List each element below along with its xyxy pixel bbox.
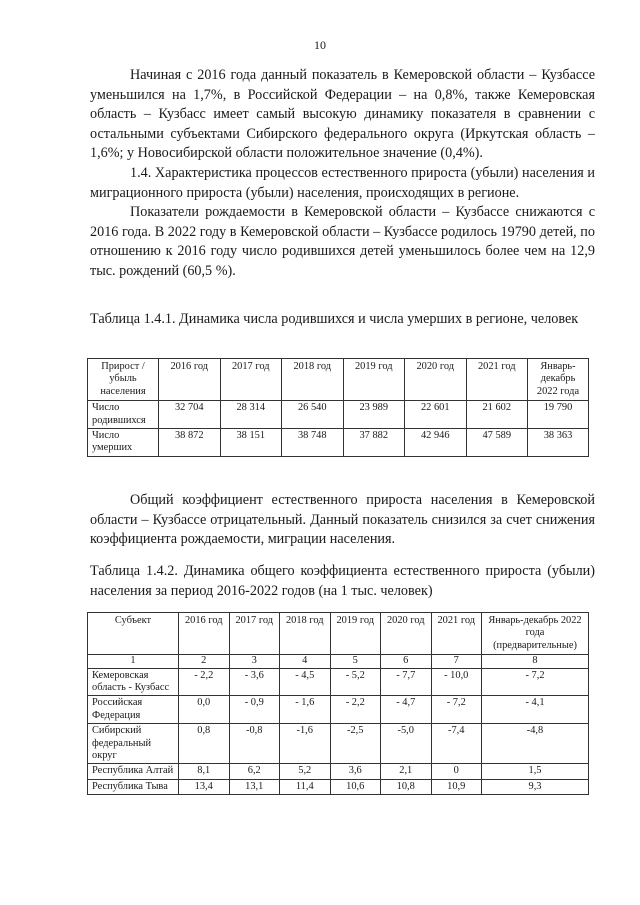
table-cell: 3,6 — [330, 764, 381, 779]
table-cell: 10,6 — [330, 779, 381, 794]
table-cell: - 7,2 — [431, 696, 482, 724]
table-cell: 6,2 — [229, 764, 280, 779]
table-cell: 4 — [280, 655, 331, 668]
table-cell: 47 589 — [466, 429, 528, 457]
table-cell: 10,8 — [381, 779, 432, 794]
table2-caption: Таблица 1.4.2. Динамика общего коэффициента естественного прироста (убыли) населения за период 2016-2022 годов (на 1 тыс. человек) — [90, 563, 595, 599]
section-heading-1-4: 1.4. Характеристика процессов естественного прироста (убыли) населения и миграционного прироста (убыли) населения, происходящих в регионе. — [90, 164, 595, 201]
table-cell: 6 — [381, 655, 432, 668]
paragraph-natural-growth: Общий коэффициент естественного прироста населения в Кемеровской области – Кузбассе отрицательный. Данный показатель снизился за счет снижения коэффициента рождаемости, миграции населения. — [90, 492, 595, 548]
table-cell: 0,0 — [179, 696, 230, 724]
table-cell: 22 601 — [405, 401, 467, 429]
table-cell: -5,0 — [381, 724, 432, 764]
table-cell: 7 — [431, 655, 482, 668]
table-cell: 37 882 — [343, 429, 405, 457]
table-cell: 2,1 — [381, 764, 432, 779]
row-label: Республика Алтай — [88, 764, 179, 779]
table-cell: 0 — [431, 764, 482, 779]
table-cell: 8 — [482, 655, 589, 668]
column-header: 2021 год — [431, 613, 482, 655]
natural-growth-table — [87, 612, 589, 795]
table-row — [88, 668, 589, 696]
row-label: Сибирский федеральный округ — [88, 724, 179, 764]
table-cell: -4,8 — [482, 724, 589, 764]
row-label: Республика Тыва — [88, 779, 179, 794]
table-row — [88, 696, 589, 724]
column-header: Январь-декабрь 2022 года — [528, 359, 589, 401]
table-cell: - 10,0 — [431, 668, 482, 696]
table-cell: - 3,6 — [229, 668, 280, 696]
table-cell: 5 — [330, 655, 381, 668]
table-cell: -0,8 — [229, 724, 280, 764]
table-cell: 13,1 — [229, 779, 280, 794]
table-cell: 1,5 — [482, 764, 589, 779]
table-cell: 10,9 — [431, 779, 482, 794]
table-cell: - 4,5 — [280, 668, 331, 696]
row-label: Число умерших — [88, 429, 159, 457]
table-cell: 1 — [88, 655, 179, 668]
table-cell: 8,1 — [179, 764, 230, 779]
table-cell: 19 790 — [528, 401, 589, 429]
column-header: 2019 год — [330, 613, 381, 655]
column-header: 2019 год — [343, 359, 405, 401]
column-header: 2016 год — [159, 359, 221, 401]
column-header: Субъект — [88, 613, 179, 655]
table-row — [88, 429, 589, 457]
table-cell: - 2,2 — [330, 696, 381, 724]
table-cell: 2 — [179, 655, 230, 668]
table-cell: -2,5 — [330, 724, 381, 764]
table-cell: 32 704 — [159, 401, 221, 429]
table-cell: 21 602 — [466, 401, 528, 429]
column-header: 2020 год — [405, 359, 467, 401]
column-header: 2018 год — [282, 359, 344, 401]
column-header: Прирост / убыль населения — [88, 359, 159, 401]
row-label: Кемеровская область - Кузбасс — [88, 668, 179, 696]
table-header-row — [88, 359, 589, 401]
table-cell: - 5,2 — [330, 668, 381, 696]
table-cell: 13,4 — [179, 779, 230, 794]
table-row — [88, 401, 589, 429]
row-label: Российская Федерация — [88, 696, 179, 724]
table-cell: -7,4 — [431, 724, 482, 764]
table-cell: - 1,6 — [280, 696, 331, 724]
column-header: 2018 год — [280, 613, 331, 655]
intro-text — [90, 66, 595, 282]
table-cell: 28 314 — [220, 401, 282, 429]
table-cell: 42 946 — [405, 429, 467, 457]
mid-text — [90, 491, 595, 550]
births-deaths-table — [87, 358, 589, 457]
table-cell: - 4,1 — [482, 696, 589, 724]
column-header: 2017 год — [229, 613, 280, 655]
page-number: 10 — [314, 38, 326, 52]
table-cell: 38 872 — [159, 429, 221, 457]
paragraph-birth-rate: Показатели рождаемости в Кемеровской области – Кузбассе снижаются с 2016 года. В 2022 году в Кемеровской области – Кузбассе родилось 19790 детей, по отношению к 2016 году число родившихся детей уменьшилось более чем на 12,9 тыс. рождений (60,5 %). — [90, 204, 595, 279]
column-header: 2021 год — [466, 359, 528, 401]
column-header: Январь-декабрь 2022 года (предварительные) — [482, 613, 589, 655]
table-cell: - 2,2 — [179, 668, 230, 696]
table-cell: 38 748 — [282, 429, 344, 457]
table-cell: - 7,7 — [381, 668, 432, 696]
paragraph-dynamics: Начиная с 2016 года данный показатель в Кемеровской области – Кузбассе уменьшился на 1,7%, в Российской Федерации – на 0,8%, также Кемеровская область – Кузбасс имеет самый высокую динамику показателя в сравнении с остальными субъектами Сибирского федерального округа (Иркутская область – 1,6%; у Новосибирской области положительное значение (0,4%). — [90, 67, 595, 162]
table-cell: 0,8 — [179, 724, 230, 764]
table-index-row — [88, 655, 589, 668]
row-label: Число родившихся — [88, 401, 159, 429]
table-cell: 9,3 — [482, 779, 589, 794]
column-header: 2020 год — [381, 613, 432, 655]
table-cell: 38 151 — [220, 429, 282, 457]
table-cell: - 0,9 — [229, 696, 280, 724]
table-cell: 3 — [229, 655, 280, 668]
table-row — [88, 764, 589, 779]
table-cell: 23 989 — [343, 401, 405, 429]
table-cell: -1,6 — [280, 724, 331, 764]
table-cell: - 4,7 — [381, 696, 432, 724]
table-header-row — [88, 613, 589, 655]
table-row — [88, 779, 589, 794]
table-cell: 11,4 — [280, 779, 331, 794]
column-header: 2017 год — [220, 359, 282, 401]
table-cell: 38 363 — [528, 429, 589, 457]
table-cell: - 7,2 — [482, 668, 589, 696]
table-cell: 26 540 — [282, 401, 344, 429]
column-header: 2016 год — [179, 613, 230, 655]
table1-caption: Таблица 1.4.1. Динамика числа родившихся и числа умерших в регионе, человек — [90, 311, 579, 327]
table-row — [88, 724, 589, 764]
table-cell: 5,2 — [280, 764, 331, 779]
